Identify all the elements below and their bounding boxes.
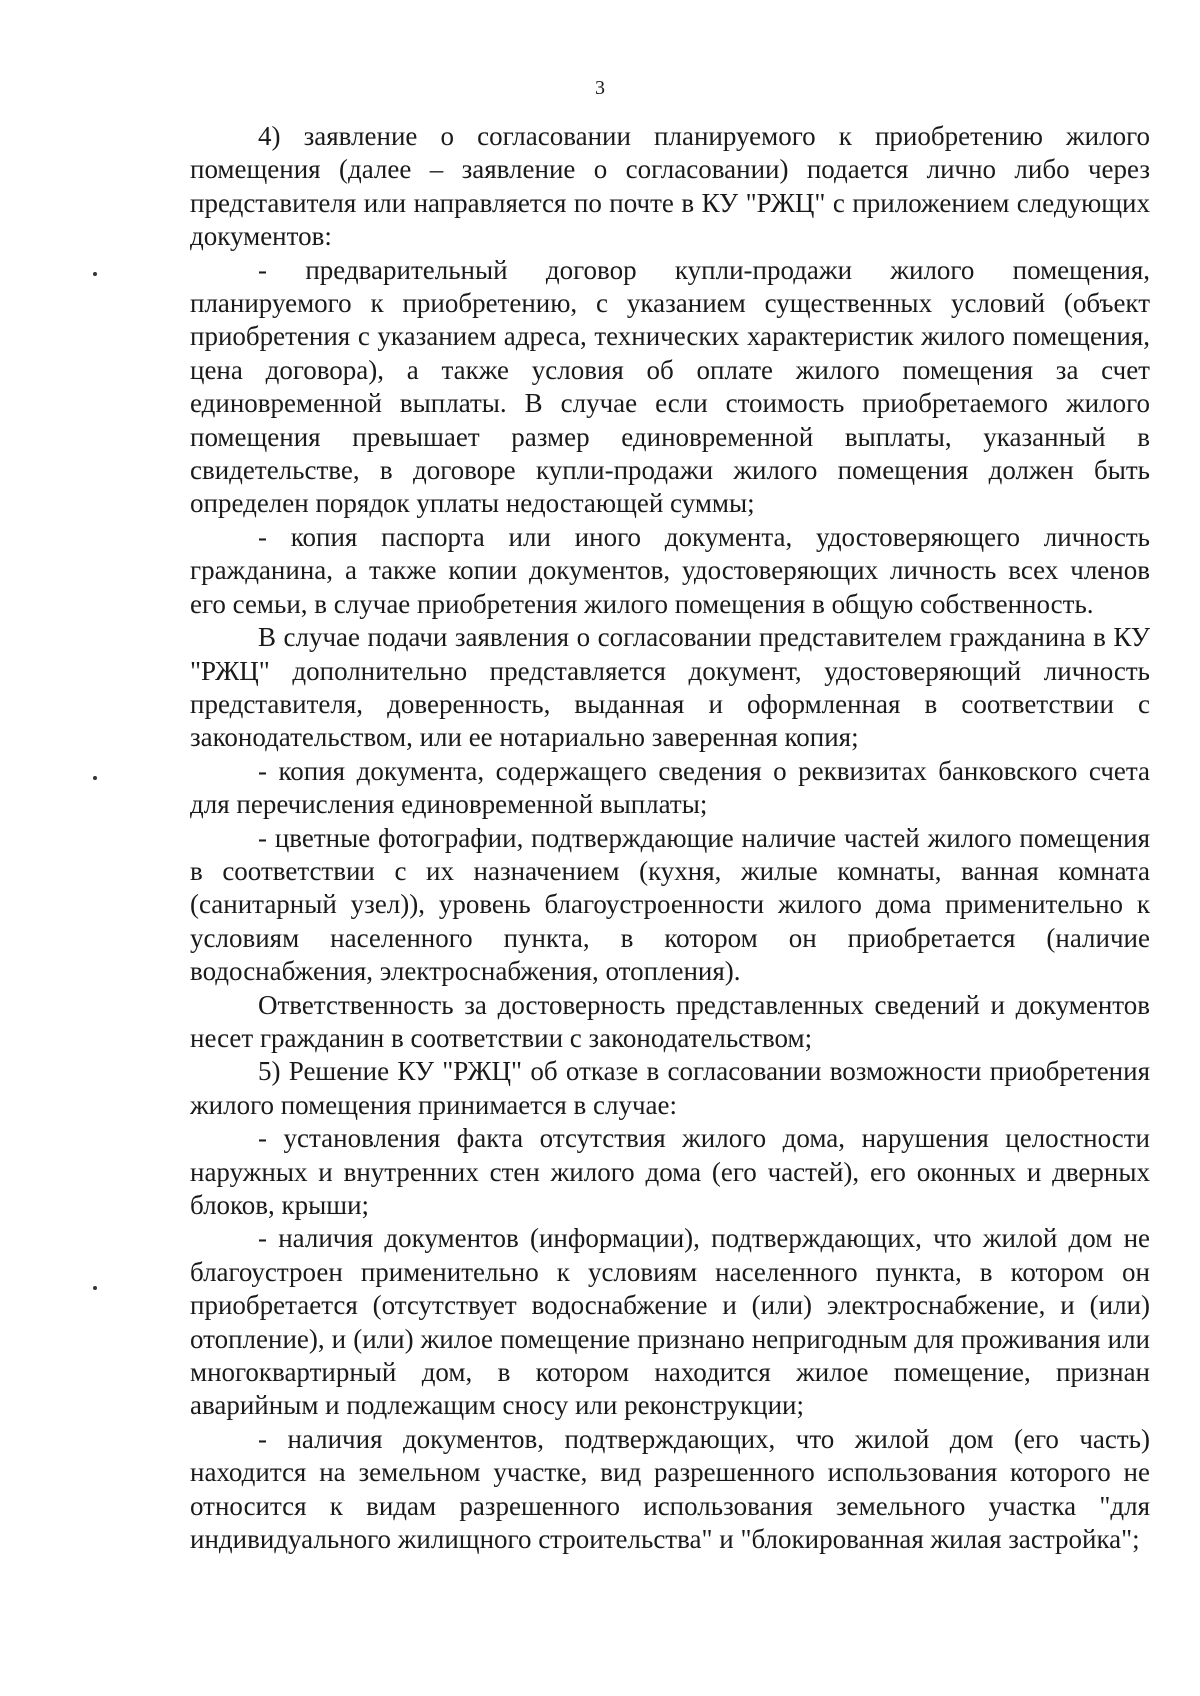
paragraph-color-photos: - цветные фотографии, подтверждающие наличие частей жилого помещения в соответствии с их назначением (кухня, жилые комнаты, ванная комната (санитарный узел)), уровень благоустроенности жилого дома применительно к условиям населенного пункта, в котором он приобретается (наличие водоснабжения, электроснабжения, отопления). xyxy=(190,822,1150,987)
paragraph-not-improved: - наличия документов (информации), подтверждающих, что жилой дом не благоустроен применительно к условиям населенного пункта, в котором он приобретается (отсутствует водоснабжение и (или) электроснабжение, и (или) отопление), и (или) жилое помещение признано непригодным для проживания или многоквартирный дом, в котором находится жилое помещение, признан аварийным и подлежащим сносу или реконструкции; xyxy=(190,1223,1150,1421)
paragraph-land-use: - наличия документов, подтверждающих, что жилой дом (его часть) находится на земельном участке, вид разрешенного использования которого не относится к видам разрешенного использования земельного участка "для индивидуального жилищного строительства" и "блокированная жилая застройка"; xyxy=(190,1423,1150,1555)
paragraph-house-absence: - установления факта отсутствия жилого дома, нарушения целостности наружных и внутренних стен жилого дома (его частей), его оконных и дверных блоков, крыши; xyxy=(190,1123,1150,1220)
paragraph-representative: В случае подачи заявления о согласовании представителем гражданина в КУ "РЖЦ" дополнительно представляется документ, удостоверяющий личность представителя, доверенность, выданная и оформленная в соответствии с законодательством, или ее нотариально заверенная копия; xyxy=(190,622,1150,753)
paragraph-responsibility: Ответственность за достоверность представленных сведений и документов несет гражданин в соответствии с законодательством; xyxy=(190,989,1150,1053)
paragraph-preliminary-contract: - предварительный договор купли-продажи жилого помещения, планируемого к приобретению, с указанием существенных условий (объект приобретения с указанием адреса, технических характеристик жилого помещения, цена договора), а также условия об оплате жилого помещения за счет единовременной выплаты. В случае если стоимость приобретаемого жилого помещения превышает размер единовременной выплаты, указанный в свидетельстве, в договоре купли-продажи жилого помещения должен быть определен порядок уплаты недостающей суммы; xyxy=(190,254,1150,519)
paragraph-passport-copy: - копия паспорта или иного документа, удостоверяющего личность гражданина, а также копии документов, удостоверяющих личность всех членов его семьи, в случае приобретения жилого помещения в общую собственность. xyxy=(190,521,1150,619)
scan-speck xyxy=(93,272,97,276)
scan-speck xyxy=(93,776,97,780)
paragraph-item-4: 4) заявление о согласовании планируемого к приобретению жилого помещения (далее – заявление о согласовании) подается лично либо через представителя или направляется по почте в КУ "РЖЦ" с приложением следующих документов: xyxy=(190,121,1150,252)
document-body xyxy=(190,120,1150,1556)
scan-speck xyxy=(93,1286,97,1290)
page-number: 3 xyxy=(595,77,605,99)
paragraph-bank-account: - копия документа, содержащего сведения о реквизитах банковского счета для перечисления единовременной выплаты; xyxy=(190,755,1150,820)
paragraph-item-5: 5) Решение КУ "РЖЦ" об отказе в согласовании возможности приобретения жилого помещения принимается в случае: xyxy=(190,1056,1150,1120)
